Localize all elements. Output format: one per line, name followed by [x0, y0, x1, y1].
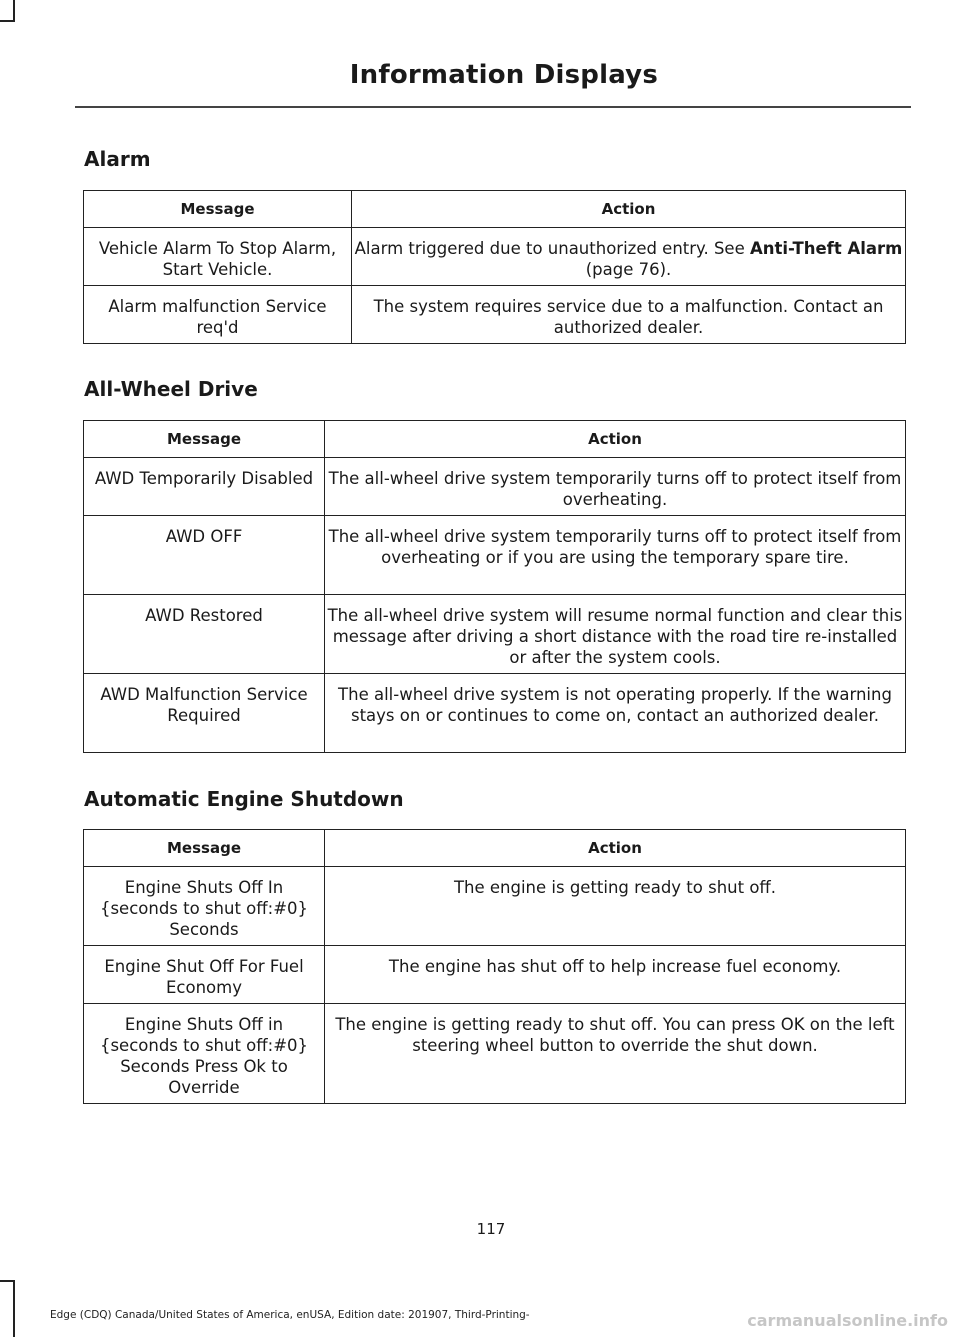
column-header-action: Action	[325, 421, 906, 458]
action-cell	[352, 228, 906, 286]
alarm-table	[83, 190, 906, 344]
table-row	[84, 946, 906, 1004]
action-cell: The all-wheel drive system temporarily turns off to protect itself from overheating or if you are using the temporary spare tire.	[325, 516, 906, 595]
table-row	[84, 228, 906, 286]
action-cell: The engine has shut off to help increase fuel economy.	[325, 946, 906, 1004]
message-cell: Engine Shuts Off In {seconds to shut off:#0} Seconds	[84, 867, 325, 946]
column-header-message: Message	[84, 830, 325, 867]
column-header-action: Action	[352, 191, 906, 228]
engine-shutdown-table	[83, 829, 906, 1104]
message-cell: AWD Malfunction Service Required	[84, 674, 325, 753]
action-cell: The all-wheel drive system is not operating properly. If the warning stays on or continues to come on, contact an authorized dealer.	[325, 674, 906, 753]
section-title-automatic-engine-shutdown: Automatic Engine Shutdown	[84, 787, 404, 811]
action-text: Alarm triggered due to unauthorized entry. See	[354, 239, 750, 258]
site-watermark: carmanualsonline.info	[747, 1311, 948, 1330]
message-cell: AWD Temporarily Disabled	[84, 458, 325, 516]
table-row	[84, 1004, 906, 1104]
column-header-message: Message	[84, 191, 352, 228]
section-title-all-wheel-drive: All-Wheel Drive	[84, 377, 258, 401]
column-header-action: Action	[325, 830, 906, 867]
crop-mark-top-left-horizontal	[0, 20, 15, 22]
message-cell: Vehicle Alarm To Stop Alarm, Start Vehicle.	[84, 228, 352, 286]
page-title: Information Displays	[349, 60, 658, 90]
crop-mark-bottom-left-vertical	[13, 1280, 15, 1337]
action-cell: The system requires service due to a malfunction. Contact an authorized dealer.	[352, 286, 906, 344]
message-cell: Engine Shut Off For Fuel Economy	[84, 946, 325, 1004]
table-row	[84, 867, 906, 946]
action-cell: The all-wheel drive system will resume normal function and clear this message after driving a short distance with the road tire re-installed or after the system cools.	[325, 595, 906, 674]
crop-mark-bottom-left-horizontal	[0, 1280, 15, 1282]
table-row	[84, 458, 906, 516]
edition-footer: Edge (CDQ) Canada/United States of America, enUSA, Edition date: 201907, Third-Printing-	[50, 1309, 530, 1321]
message-cell: Alarm malfunction Service req'd	[84, 286, 352, 344]
action-cell: The engine is getting ready to shut off.	[325, 867, 906, 946]
awd-table	[83, 420, 906, 753]
message-cell: AWD OFF	[84, 516, 325, 595]
table-row	[84, 674, 906, 753]
table-row	[84, 286, 906, 344]
cross-reference-link[interactable]: Anti-Theft Alarm	[749, 239, 903, 258]
header-divider	[75, 106, 911, 108]
page-reference: (page 76).	[585, 260, 672, 279]
message-cell: AWD Restored	[84, 595, 325, 674]
action-cell: The all-wheel drive system temporarily turns off to protect itself from overheating.	[325, 458, 906, 516]
column-header-message: Message	[84, 421, 325, 458]
message-cell: Engine Shuts Off in {seconds to shut off:#0} Seconds Press Ok to Override	[84, 1004, 325, 1104]
action-cell: The engine is getting ready to shut off. You can press OK on the left steering wheel button to override the shut down.	[325, 1004, 906, 1104]
section-title-alarm: Alarm	[84, 147, 151, 171]
page-number: 117	[476, 1220, 506, 1238]
table-row	[84, 516, 906, 595]
table-row	[84, 595, 906, 674]
crop-mark-top-left-vertical	[13, 0, 15, 22]
